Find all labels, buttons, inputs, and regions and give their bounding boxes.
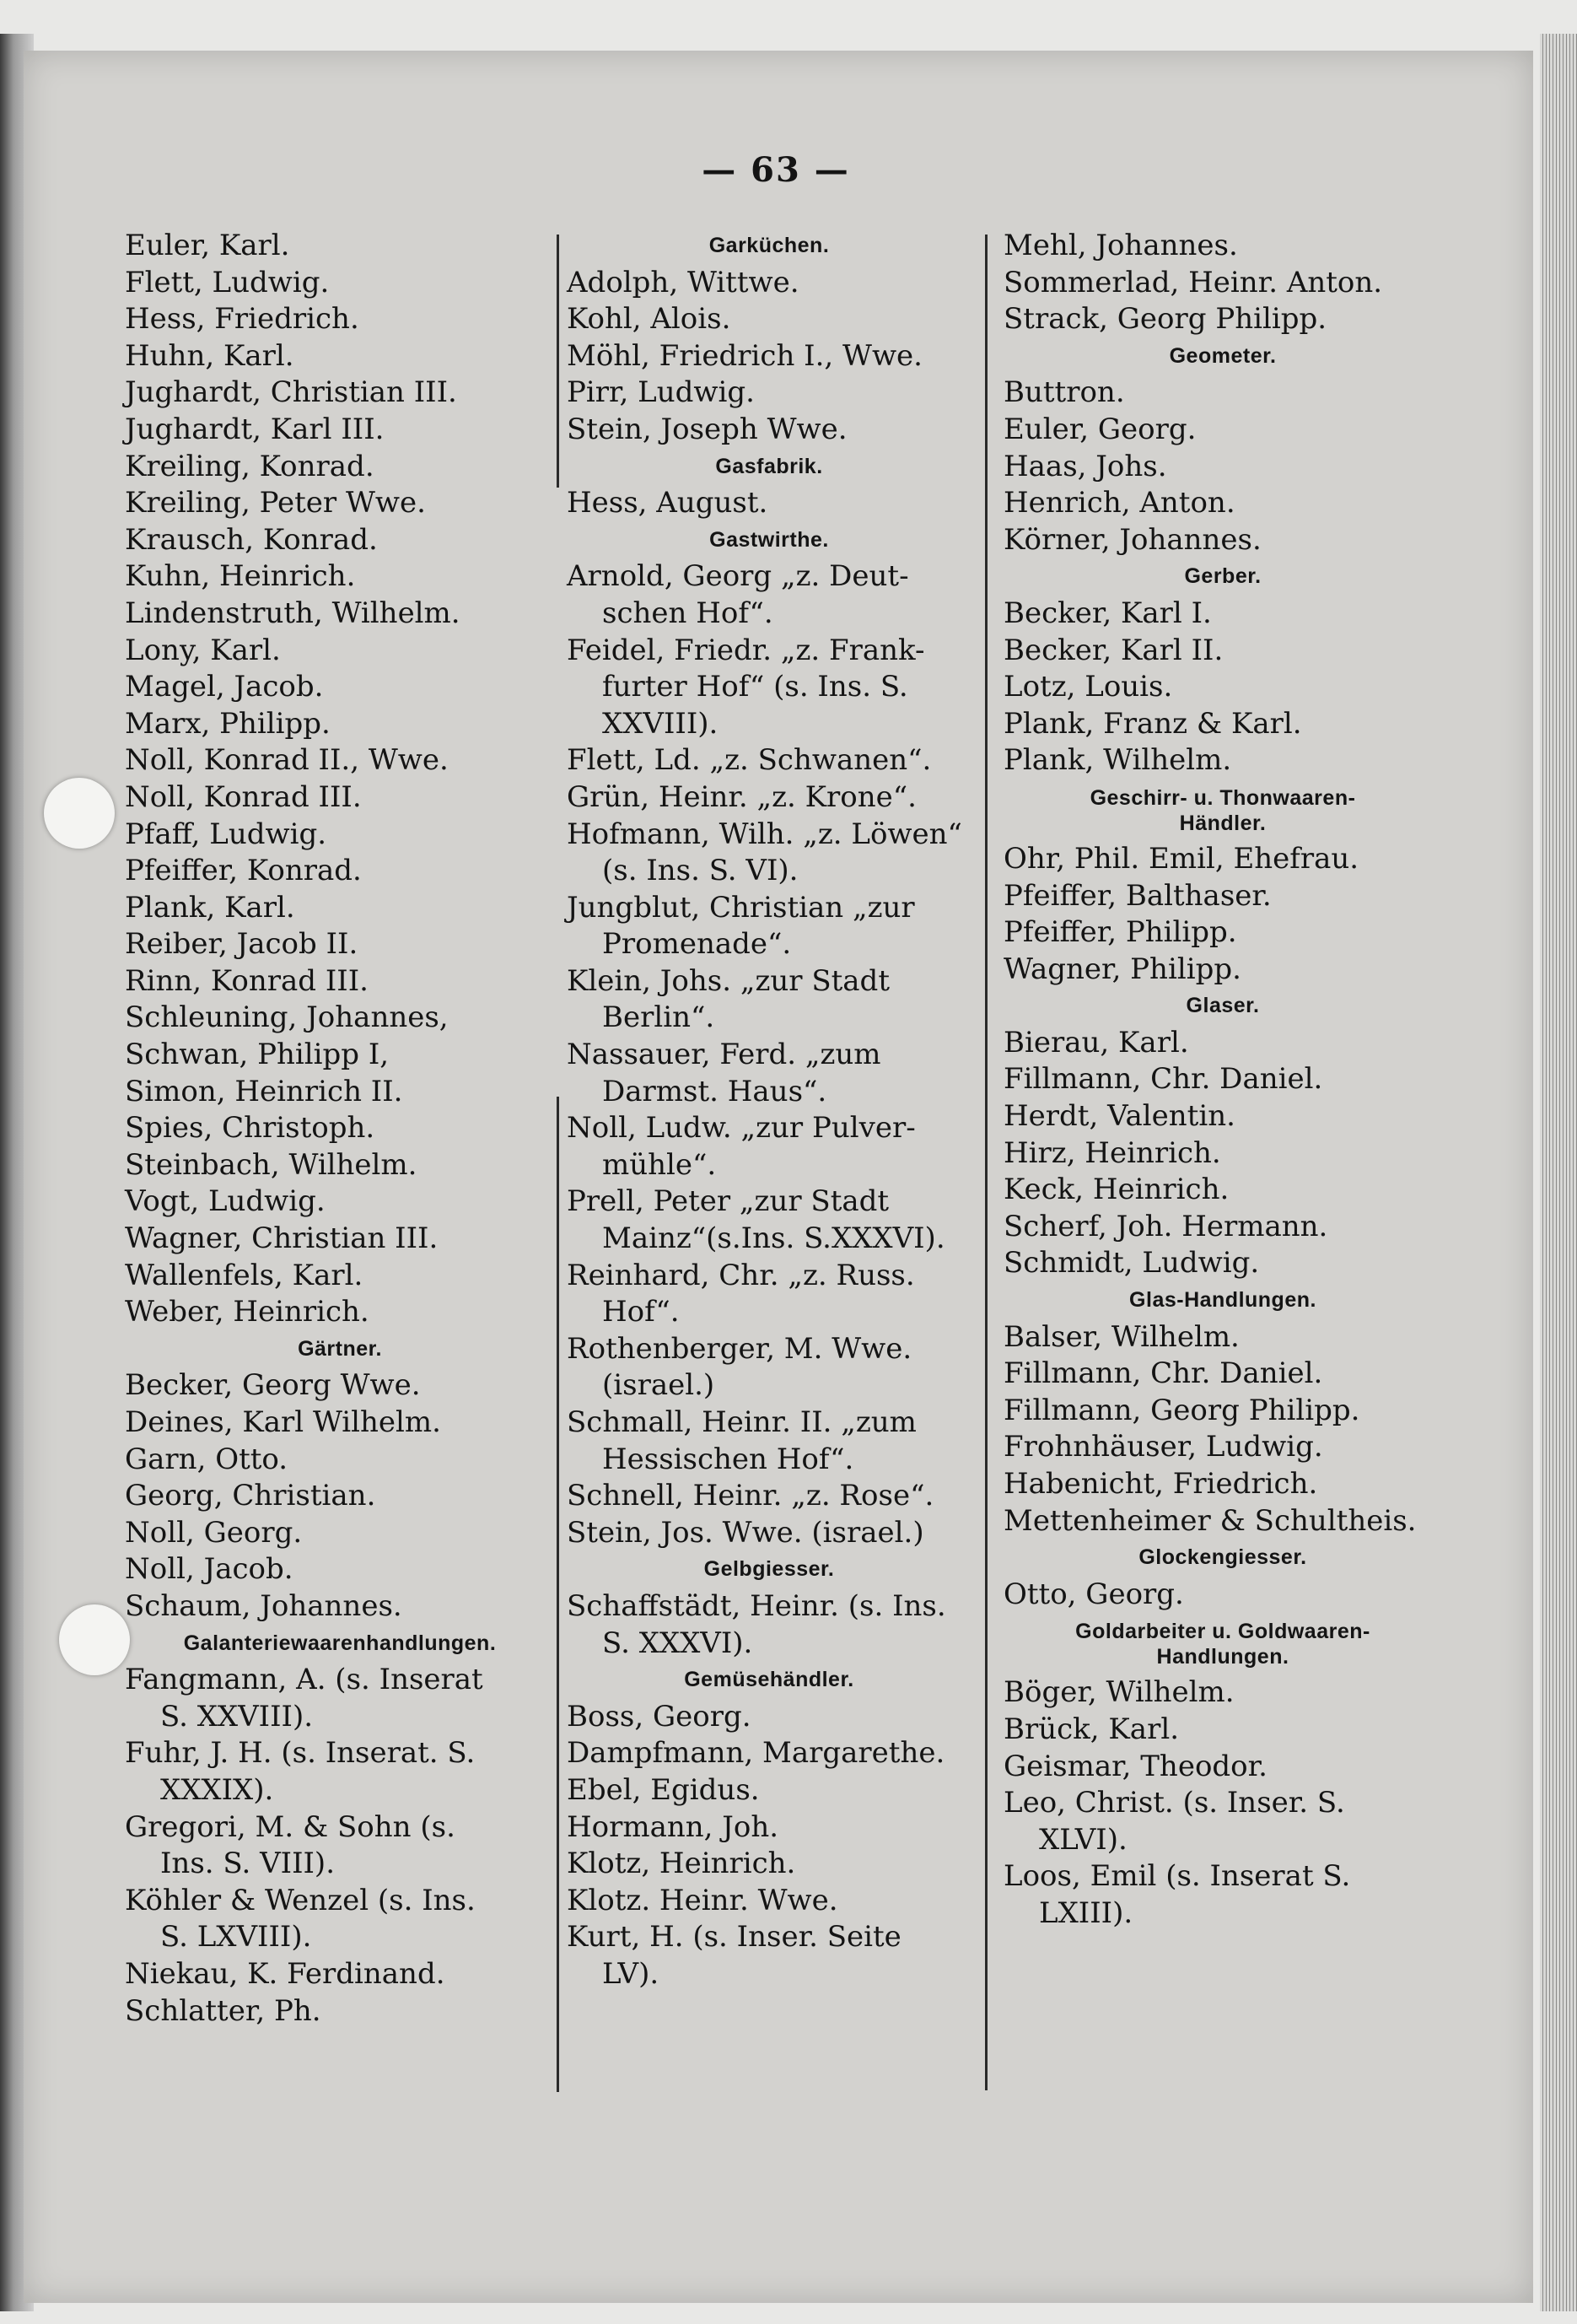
directory-entry: Haas, Johs.: [1004, 449, 1167, 483]
directory-entry: Schaffstädt, Heinr. (s. Ins.: [567, 1588, 946, 1623]
section-heading: Gerber.: [1184, 564, 1262, 589]
directory-entry: Lony, Karl.: [125, 633, 281, 667]
directory-entry: Kuhn, Heinrich.: [125, 559, 356, 594]
directory-entry: Pfaff, Ludwig.: [125, 817, 327, 851]
directory-entry: Sommerlad, Heinr. Anton.: [1004, 265, 1383, 299]
directory-entry-continuation: XXVIII).: [602, 706, 719, 741]
directory-entry: Huhn, Karl.: [125, 338, 294, 373]
directory-entry: Garn, Otto.: [125, 1442, 288, 1476]
directory-entry-continuation: Ins. S. VIII).: [160, 1847, 336, 1881]
directory-entry: Mehl, Johannes.: [1004, 229, 1238, 262]
directory-entry-continuation: S. LXVIII).: [160, 1920, 312, 1955]
directory-entry: Steinbach, Wilhelm.: [125, 1147, 417, 1182]
directory-entry: Kreiling, Konrad.: [125, 449, 374, 483]
directory-entry: Plank, Karl.: [125, 890, 295, 925]
section-heading: Glockengiesser.: [1138, 1545, 1307, 1570]
directory-entry: Leo, Christ. (s. Inser. S.: [1004, 1786, 1345, 1820]
directory-entry: Pfeiffer, Konrad.: [125, 854, 362, 888]
column-rule-upper-left: [557, 235, 559, 488]
directory-entry-continuation: mühle“.: [602, 1147, 717, 1182]
directory-entry: Flett, Ld. „z. Schwanen“.: [567, 743, 932, 778]
directory-entry: Jughardt, Christian III.: [125, 375, 457, 410]
directory-entry: Fillmann, Chr. Daniel.: [1004, 1356, 1323, 1391]
directory-entry: Vogt, Ludwig.: [125, 1184, 326, 1219]
directory-entry: Pfeiffer, Balthaser.: [1004, 878, 1272, 913]
directory-entry: Euler, Georg.: [1004, 412, 1197, 446]
directory-entry: Spies, Christoph.: [125, 1111, 375, 1146]
directory-entry: Buttron.: [1004, 375, 1125, 410]
directory-entry-continuation: (israel.): [602, 1368, 715, 1403]
directory-entry: Klotz. Heinr. Wwe.: [567, 1883, 838, 1917]
directory-entry: Schlatter, Ph.: [125, 1993, 321, 2028]
directory-entry: Jungblut, Christian „zur: [567, 890, 915, 925]
section-heading-line: Goldarbeiter u. Goldwaaren-: [1075, 1620, 1370, 1644]
directory-entry-continuation: XXXIX).: [160, 1772, 274, 1807]
directory-entry: Prell, Peter „zur Stadt: [567, 1184, 890, 1219]
section-heading: Gelbgiesser.: [703, 1557, 835, 1582]
punch-hole-upper: [44, 778, 115, 849]
directory-entry: Gregori, M. & Sohn (s.: [125, 1809, 455, 1844]
directory-entry: Kohl, Alois.: [567, 302, 731, 337]
page-stack-edge: [1540, 34, 1577, 2311]
directory-entry-continuation: Berlin“.: [602, 1000, 715, 1035]
directory-entry: Pirr, Ludwig.: [567, 375, 755, 410]
section-heading: Glaser.: [1186, 994, 1260, 1018]
section-heading: Gärtner.: [298, 1336, 382, 1361]
directory-entry: Arnold, Georg „z. Deut-: [567, 559, 909, 594]
section-heading-line: Handlungen.: [1156, 1645, 1289, 1669]
directory-entry-continuation: Hof“.: [602, 1295, 680, 1329]
directory-entry: Schmidt, Ludwig.: [1004, 1246, 1260, 1281]
directory-column-middle: [567, 228, 971, 1993]
directory-entry: Wallenfels, Karl.: [125, 1258, 363, 1292]
directory-entry-continuation: Darmst. Haus“.: [602, 1074, 827, 1108]
directory-entry: Feidel, Friedr. „z. Frank-: [567, 633, 925, 667]
directory-entry: Reiber, Jacob II.: [125, 927, 358, 962]
directory-entry: Brück, Karl.: [1004, 1712, 1180, 1746]
directory-entry: Grün, Heinr. „z. Krone“.: [567, 779, 917, 814]
directory-entry: Kreiling, Peter Wwe.: [125, 486, 426, 520]
directory-entry-continuation: schen Hof“.: [602, 596, 773, 630]
directory-entry: Magel, Jacob.: [125, 670, 324, 704]
section-heading: Galanteriewaarenhandlungen.: [183, 1631, 497, 1655]
directory-entry: Krausch, Konrad.: [125, 522, 378, 557]
directory-entry: Lindenstruth, Wilhelm.: [125, 596, 460, 630]
directory-entry: Marx, Philipp.: [125, 706, 331, 741]
directory-entry: Noll, Ludw. „zur Pulver-: [567, 1111, 916, 1146]
directory-entry: Möhl, Friedrich I., Wwe.: [567, 338, 923, 373]
directory-entry: Noll, Jacob.: [125, 1552, 293, 1587]
directory-entry: Noll, Konrad III.: [125, 779, 362, 814]
directory-entry: Bierau, Karl.: [1004, 1025, 1189, 1060]
directory-entry-continuation: LV).: [602, 1956, 659, 1991]
directory-entry: Schmall, Heinr. II. „zum: [567, 1405, 917, 1439]
directory-entry: Köhler & Wenzel (s. Ins.: [125, 1883, 476, 1917]
directory-entry: Herdt, Valentin.: [1004, 1099, 1235, 1134]
directory-entry: Euler, Karl.: [125, 229, 290, 262]
directory-entry: Fangmann, A. (s. Inserat: [125, 1663, 483, 1697]
directory-entry: Rinn, Konrad III.: [125, 963, 369, 998]
directory-entry: Habenicht, Friedrich.: [1004, 1467, 1318, 1501]
directory-entry: Jughardt, Karl III.: [125, 412, 385, 446]
directory-entry: Loos, Emil (s. Inserat S.: [1004, 1859, 1351, 1894]
section-heading: Geometer.: [1169, 343, 1277, 368]
directory-entry: Nassauer, Ferd. „zum: [567, 1038, 881, 1072]
directory-entry: Böger, Wilhelm.: [1004, 1675, 1235, 1710]
directory-entry: Scherf, Joh. Hermann.: [1004, 1209, 1328, 1243]
punch-hole-lower: [59, 1604, 130, 1675]
directory-entry: Plank, Wilhelm.: [1004, 743, 1232, 778]
directory-entry: Schaum, Johannes.: [125, 1588, 402, 1623]
directory-entry: Fillmann, Chr. Daniel.: [1004, 1062, 1323, 1097]
directory-entry: Niekau, K. Ferdinand.: [125, 1956, 445, 1991]
directory-entry-continuation: Mainz“(s.Ins. S.XXXVI).: [602, 1221, 945, 1256]
directory-column-right: [1004, 228, 1442, 1933]
directory-entry: Schnell, Heinr. „z. Rose“.: [567, 1479, 934, 1513]
directory-entry: Schleuning, Johannes,: [125, 1000, 449, 1035]
directory-entry-continuation: furter Hof“ (s. Ins. S.: [602, 670, 908, 704]
directory-entry: Klotz, Heinrich.: [567, 1847, 796, 1881]
section-heading: Gastwirthe.: [709, 527, 829, 552]
directory-entry: Flett, Ludwig.: [125, 265, 330, 299]
section-heading: Gemüsehändler.: [684, 1668, 854, 1692]
directory-entry: Georg, Christian.: [125, 1479, 376, 1513]
directory-entry: Fillmann, Georg Philipp.: [1004, 1393, 1360, 1427]
directory-entry-continuation: S. XXVIII).: [160, 1699, 314, 1734]
directory-entry: Weber, Heinrich.: [125, 1295, 369, 1329]
directory-entry: Noll, Konrad II., Wwe.: [125, 743, 449, 778]
directory-entry: Schwan, Philipp I,: [125, 1038, 390, 1072]
directory-entry: Ebel, Egidus.: [567, 1772, 760, 1807]
directory-entry: Lotz, Louis.: [1004, 670, 1173, 704]
directory-entry: Strack, Georg Philipp.: [1004, 302, 1327, 337]
directory-entry: Balser, Wilhelm.: [1004, 1319, 1240, 1354]
directory-entry-continuation: S. XXXVI).: [602, 1626, 753, 1660]
directory-entry: Stein, Jos. Wwe. (israel.): [567, 1515, 924, 1550]
directory-entry: Mettenheimer & Schultheis.: [1004, 1503, 1417, 1538]
section-heading-line: Geschirr- u. Thonwaaren-: [1090, 785, 1356, 810]
directory-entry: Frohnhäuser, Ludwig.: [1004, 1430, 1323, 1464]
page-number: — 63 —: [702, 150, 850, 190]
directory-entry: Keck, Heinrich.: [1004, 1173, 1230, 1207]
directory-column-left: [125, 228, 555, 2030]
directory-entry: Plank, Franz & Karl.: [1004, 706, 1302, 741]
directory-entry-continuation: (s. Ins. S. VI).: [602, 854, 799, 888]
directory-entry: Deines, Karl Wilhelm.: [125, 1405, 441, 1439]
directory-entry: Hofmann, Wilh. „z. Löwen“: [567, 817, 962, 851]
directory-entry: Hess, August.: [567, 486, 768, 520]
directory-entry: Dampfmann, Margarethe.: [567, 1736, 945, 1771]
directory-entry: Geismar, Theodor.: [1004, 1749, 1268, 1783]
directory-entry: Becker, Georg Wwe.: [125, 1368, 421, 1403]
section-heading: Glas-Handlungen.: [1129, 1288, 1316, 1313]
directory-entry: Becker, Karl I.: [1004, 596, 1212, 630]
directory-entry: Pfeiffer, Philipp.: [1004, 915, 1237, 950]
directory-entry: Körner, Johannes.: [1004, 522, 1262, 557]
column-rule-right: [985, 235, 988, 2090]
directory-entry: Wagner, Christian III.: [125, 1221, 439, 1256]
directory-entry: Kurt, H. (s. Inser. Seite: [567, 1920, 902, 1955]
directory-entry: Reinhard, Chr. „z. Russ.: [567, 1258, 915, 1292]
directory-entry: Henrich, Anton.: [1004, 486, 1235, 520]
section-heading-line: Händler.: [1179, 811, 1267, 835]
directory-entry-continuation: XLVI).: [1039, 1822, 1128, 1857]
section-heading: Garküchen.: [708, 234, 830, 257]
directory-entry-continuation: Promenade“.: [602, 927, 792, 962]
directory-entry-continuation: Hessischen Hof“.: [602, 1442, 854, 1476]
directory-entry: Wagner, Philipp.: [1004, 952, 1241, 986]
directory-entry: Becker, Karl II.: [1004, 633, 1224, 667]
column-rule-lower-left: [557, 1097, 559, 2092]
directory-entry: Ohr, Phil. Emil, Ehefrau.: [1004, 841, 1359, 876]
directory-entry: Otto, Georg.: [1004, 1577, 1184, 1611]
section-heading: [1004, 1613, 1442, 1674]
directory-entry: Klein, Johs. „zur Stadt: [567, 963, 890, 998]
directory-entry: Hirz, Heinrich.: [1004, 1135, 1221, 1170]
directory-entry: Hormann, Joh.: [567, 1809, 779, 1844]
directory-entry-continuation: LXIII).: [1039, 1895, 1133, 1930]
directory-entry: Noll, Georg.: [125, 1515, 303, 1550]
directory-entry: Simon, Heinrich II.: [125, 1074, 403, 1108]
directory-entry: Boss, Georg.: [567, 1699, 751, 1734]
section-heading: [1004, 779, 1442, 841]
directory-entry: Fuhr, J. H. (s. Inserat. S.: [125, 1736, 476, 1771]
directory-entry: Hess, Friedrich.: [125, 302, 359, 337]
section-heading: Gasfabrik.: [715, 454, 823, 478]
directory-entry: Stein, Joseph Wwe.: [567, 412, 848, 446]
directory-entry: Rothenberger, M. Wwe.: [567, 1331, 912, 1366]
directory-entry: Adolph, Wittwe.: [567, 265, 799, 299]
